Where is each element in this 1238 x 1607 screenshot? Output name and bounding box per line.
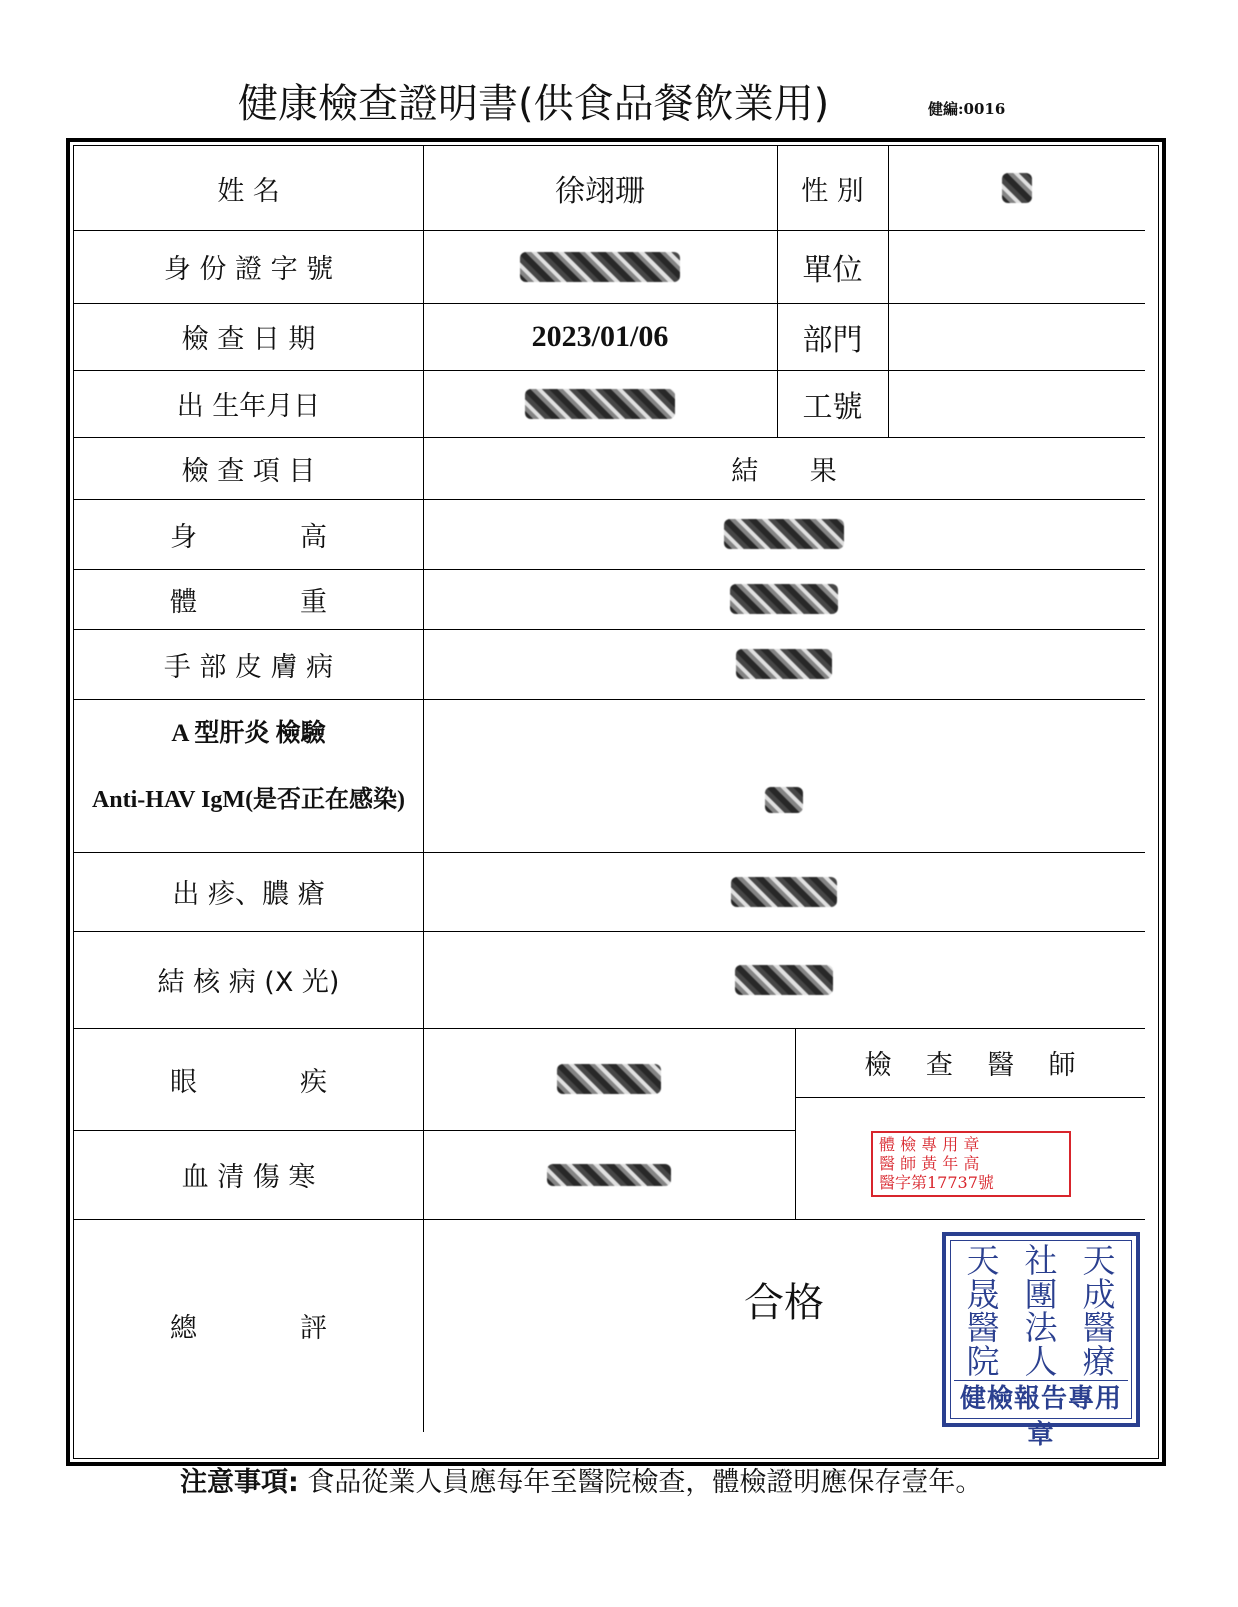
overall-label: 總 評 xyxy=(170,1313,327,1344)
stamp-char: 法 xyxy=(1024,1308,1058,1347)
id-number-label: 身 份 證 字 號 xyxy=(163,254,334,285)
weight-value xyxy=(423,569,1145,629)
employee-no-label: 工號 xyxy=(802,389,863,425)
rash-label: 出 疹、膿 瘡 xyxy=(172,879,325,910)
footer-note-text: 食品從業人員應每年至醫院檢查，體檢證明應保存壹年。 xyxy=(298,1467,983,1498)
hand-skin-value xyxy=(423,629,1145,699)
stamp-char: 人 xyxy=(1024,1341,1058,1381)
employee-no-value xyxy=(888,370,1145,437)
examining-doctor-label: 檢 查 醫 師 xyxy=(864,1050,1076,1081)
rash-value xyxy=(423,852,1145,931)
eye-disease-value xyxy=(423,1028,795,1130)
certificate-table-inner xyxy=(73,145,1159,1459)
redacted-tuberculosis xyxy=(735,965,833,995)
unit-label: 單位 xyxy=(802,252,863,288)
hospital-stamp-bottom: 健檢報告專用章 xyxy=(954,1380,1128,1417)
name-label: 姓 名 xyxy=(217,175,280,207)
redacted-height xyxy=(724,519,844,549)
serum-typhoid-value xyxy=(423,1130,795,1219)
tuberculosis-value xyxy=(423,931,1145,1028)
birth-date-label: 出 生年月日 xyxy=(176,391,321,422)
department-label: 部門 xyxy=(802,322,863,358)
document-title: 健康檢查證明書(供食品餐飲業用) xyxy=(238,81,830,127)
id-number-value xyxy=(423,230,777,303)
exam-date-value: 2023/01/06 xyxy=(531,319,669,353)
redacted-eye-disease xyxy=(557,1064,661,1094)
tuberculosis-label: 結 核 病 (X 光) xyxy=(157,967,340,998)
unit-value xyxy=(888,230,1145,303)
redacted-weight xyxy=(730,584,838,614)
footer-note xyxy=(180,1460,982,1499)
stamp-char: 醫 xyxy=(966,1308,1000,1347)
stamp-char: 團 xyxy=(1024,1274,1058,1314)
hepatitis-a-label-line2: Anti-HAV IgM(是否正在感染) xyxy=(91,787,406,813)
hepatitis-a-label xyxy=(74,699,423,852)
hand-skin-label: 手 部 皮 膚 病 xyxy=(163,651,334,683)
stamp-char: 天 xyxy=(1082,1241,1116,1280)
stamp-char: 社 xyxy=(1024,1241,1058,1280)
exam-date-label: 檢 查 日 期 xyxy=(181,324,316,355)
redacted-birth-date xyxy=(525,389,675,419)
result-header: 結 果 xyxy=(731,455,837,487)
gender-value xyxy=(888,146,1145,230)
redacted-id-number xyxy=(520,252,680,282)
height-label: 身 高 xyxy=(170,521,327,553)
serum-typhoid-label: 血 清 傷 寒 xyxy=(181,1162,316,1193)
doctor-stamp xyxy=(871,1131,1071,1197)
stamp-char: 院 xyxy=(966,1341,1000,1381)
hepatitis-a-label-line1: A 型肝炎 檢驗 xyxy=(171,720,326,747)
redacted-hepatitis-a xyxy=(765,787,803,813)
redacted-hand-skin xyxy=(736,649,832,679)
doctor-stamp-line2: 醫 師 黃 年 高 xyxy=(879,1154,980,1173)
department-value xyxy=(888,303,1145,370)
stamp-char: 醫 xyxy=(1082,1308,1116,1347)
stamp-char: 成 xyxy=(1082,1274,1116,1314)
doctor-stamp-line3: 醫字第17737號 xyxy=(879,1173,994,1192)
hospital-stamp-grid xyxy=(954,1241,1128,1381)
hospital-stamp xyxy=(942,1232,1140,1450)
footer-note-label: 注意事項: xyxy=(180,1467,299,1498)
certificate-table xyxy=(66,138,1166,1466)
stamp-char: 療 xyxy=(1082,1341,1116,1381)
weight-label: 體 重 xyxy=(170,586,327,618)
document-code: 健編:0016 xyxy=(928,100,1006,118)
hepatitis-a-value xyxy=(423,699,1145,852)
eye-disease-label: 眼 疾 xyxy=(170,1066,327,1098)
doctor-stamp-line1: 體 檢 專 用 章 xyxy=(879,1135,980,1154)
overall-value: 合格 xyxy=(744,1280,824,1326)
stamp-char: 天 xyxy=(966,1241,1000,1280)
exam-item-header: 檢 查 項 目 xyxy=(181,455,316,487)
height-value xyxy=(423,499,1145,569)
gender-label: 性 別 xyxy=(801,175,864,207)
birth-date-value xyxy=(423,370,777,437)
redacted-gender xyxy=(1002,173,1032,203)
name-value: 徐翊珊 xyxy=(555,174,645,209)
redacted-rash xyxy=(731,877,837,907)
stamp-char: 晟 xyxy=(966,1274,1000,1314)
redacted-serum-typhoid xyxy=(547,1164,671,1186)
